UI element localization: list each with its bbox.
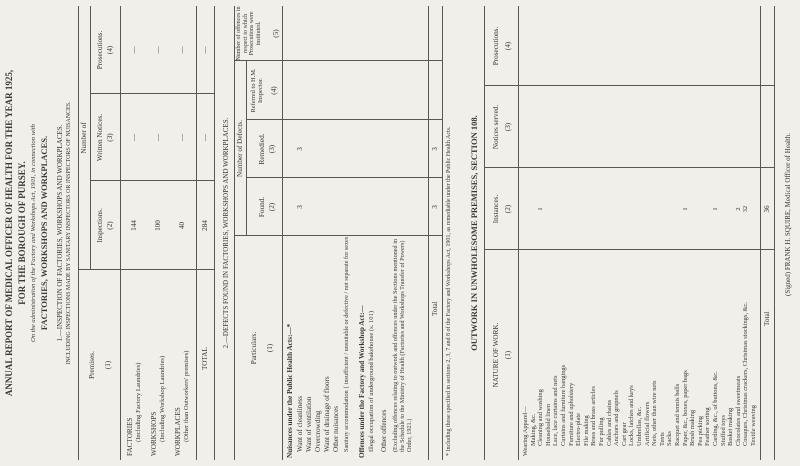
work-label: Cosaques, Christmas crackers, Christmas stockings, &c. xyxy=(742,302,750,446)
work-label: Sacks xyxy=(666,431,674,446)
work-label: Cables and chains xyxy=(605,399,613,446)
col-referred-num: (4) xyxy=(270,86,278,95)
col-number-of: Number of xyxy=(80,122,88,154)
work-label: Fur pulling xyxy=(598,417,605,446)
col-written-notices: Written Notices. xyxy=(96,113,104,162)
work-label: Lace, lace curtains and nets xyxy=(552,375,560,446)
col-number-of-defects: Number of Defects. xyxy=(236,120,244,177)
col-premises-num: (1) xyxy=(104,360,112,370)
col-nature-num: (1) xyxy=(504,350,512,360)
work-label: File making xyxy=(582,415,590,446)
work-label: Tents xyxy=(658,432,666,446)
work-label: Locks, latches and keys xyxy=(628,385,636,446)
report-title-line2: FOR THE BOROUGH OF PURSEY. xyxy=(17,161,27,305)
instances-value: 32 xyxy=(742,205,750,213)
work-label: Household linen xyxy=(544,403,552,446)
work-label: Anchors and grapnels xyxy=(613,390,621,446)
work-label: Nets, other than wire nets xyxy=(651,380,659,446)
work-label: Racquet and tennis balls xyxy=(674,383,681,446)
work-label: Basket making xyxy=(727,407,735,446)
col-written-notices-num: (3) xyxy=(106,133,114,142)
col-remedied-num: (3) xyxy=(268,144,276,154)
work-label: Textile weaving xyxy=(750,405,757,446)
col-inspections-num: (2) xyxy=(106,221,114,230)
instances-value: 1 xyxy=(537,207,545,211)
work-label: Furniture and upholstery xyxy=(567,382,575,446)
work-label: Artificial flowers xyxy=(643,401,651,446)
work-label: Cleaning and washing xyxy=(537,389,545,446)
col-instances: Instances. xyxy=(492,194,500,224)
col-nature-of-work: NATURE OF WORK. xyxy=(492,322,500,388)
work-label: Electro-plate xyxy=(575,413,583,446)
col-notices-served: Notices served. xyxy=(492,104,500,150)
section1-heading: 1.—INSPECTION OF FACTORIES, WORKSHOPS AND WORKPLACES. xyxy=(56,124,64,342)
col-outwork-prosecutions-num: (4) xyxy=(504,41,512,51)
defects-footnote: * Including those specified in sections 2, 3, 7 and 8 of the Factory and Workshops Act, 1901, as remediable under the Public Health Acts. xyxy=(446,126,452,456)
col-prosecutions: Prosecutions. xyxy=(96,30,104,70)
work-label: Feather sorting xyxy=(704,407,712,446)
report-subtitle: On the administration of the Factory and Workshops Act, 1901, in connection with xyxy=(30,124,37,342)
work-label: Carding, &c., of buttons, &c. xyxy=(712,371,719,446)
section2-heading: 2.—DEFECTS FOUND IN FACTORIES, WORKSHOPS AND WORKPLACES. xyxy=(222,117,230,349)
rotated-report: ANNUAL REPORT OF MEDICAL OFFICER OF HEALTH FOR THE YEAR 1925, FOR THE BOROUGH OF PURSEY. On the administration of the Factory and Workshops Act, 1901, in connection with FACTORIES, WORKSHOPS AND WORKPLACES. 1.—INSPECTION OF FACTORIES, WORKSHOPS AND WORKPLACES. INCLUDING INSPECTIONS MADE BY SANITARY INSPECTORS OR INSPECTORS OF NUISANCES. Premises. (1) Number of Inspections. (2) Written Notices. (3) Prosecutions. (4) FACTORIES (Including Factory Laundries) 144 — — WORKSHOPS (Including Workshop Laundries) 100 — — WORKPLACES (Other than Outworkers' premises) 40 — — TOTAL 284 — — 2.—DEFECTS FOUND IN FACTORIES, WORKSHOPS AND WORKPLACES. Particulars. (1) Number of Defects. Found. (2) Remedied. (3) Referred to H.M. Inspector. (4) Number of offences in respect to which Prosecutions were instituted. (5) Nuisances under the Public Health Acts:—* Want of cleanliness 3 3 Want of ventilation Overcrowding Want of drainage of floors Other nuisances Sanitary accommodation { insufficient / unsuitable or defective / not separate for sexes Offences under the Factory and Workshop Act:— Illegal occupation of underground bakehouse (s. 101) Other offences (Excluding offences relating to outwork and offences under the Sections mentioned in the Schedule to the Ministry of Health (Factories and Workshops Transfer of Powers) Order, 1921.) Total 3 3 * Including those specified in sections 2, 3, 7 and 8 of the Factory and Workshops Act, 1901, as remediable under the Public Health Acts. OUTWORK IN UNWHOLESOME PREMISES, SECTION 108. NATURE OF WORK. (1) Instances. (2) Notices served. (3) Prosecutions. (4) Wearing Apparel— Making, &c. Cleaning and washing 1 Household linen Lace, lace curtains and nets Curtains and furniture hangings Furniture and upholstery Electro-plate File making Brass and brass articles Fur pulling Cables and chains Anchors and grapnels Cart gear Locks, latches and keys Umbrellas, &c. Artificial flowers Nets, other than wire nets Tents Sacks Racquet and tennis balls Paper, &c., boxes, paper bags 1 Brush making Pea picking Feather sorting Carding, &c., of buttons, &c. 1 Stuffed toys Basket making Chocolates and sweetmeats 2 Cosaques, Christmas crackers, Christmas stockings, &c. 32 Textile weaving Total 36 (Signed) FRANK H. SQUIRE, Medical Officer of Health. xyxy=(0,0,800,466)
col-instances-num: (2) xyxy=(504,204,512,214)
col-prosecutions-num: (4) xyxy=(106,45,114,55)
work-label: Making, &c. xyxy=(529,413,537,446)
col-inspections: Inspections. xyxy=(96,208,104,243)
col-remedied: Remedied. xyxy=(258,133,266,165)
section1-subheading: INCLUDING INSPECTIONS MADE BY SANITARY INSPECTORS OR INSPECTORS OF NUISANCES. xyxy=(66,101,72,365)
work-label: Curtains and furniture hangings xyxy=(560,364,567,446)
report-subtitle-2: FACTORIES, WORKSHOPS AND WORKPLACES. xyxy=(39,135,49,331)
work-label: Cart gear xyxy=(620,422,628,446)
work-label: Brass and brass articles xyxy=(590,386,598,446)
section3-heading: OUTWORK IN UNWHOLESOME PREMISES, SECTION 108. xyxy=(469,115,479,351)
instances-value: 2 xyxy=(734,207,742,211)
col-notices-num: (3) xyxy=(504,122,512,132)
col-referred: Referred to H.M. Inspector. xyxy=(250,68,265,113)
work-label: Stuffed toys xyxy=(719,415,727,446)
col-found-num: (2) xyxy=(268,202,276,212)
col-offences-num: (5) xyxy=(272,29,280,38)
col-particulars-num: (1) xyxy=(266,343,274,353)
instances-value: 1 xyxy=(681,207,689,211)
work-label: Brush making xyxy=(689,409,697,446)
col-found: Found. xyxy=(258,196,266,218)
work-label: Paper, &c., boxes, paper bags xyxy=(681,370,689,446)
work-label: Chocolates and sweetmeats xyxy=(734,375,742,446)
work-label: Pea picking xyxy=(696,416,704,446)
col-premises: Premises. xyxy=(88,351,96,379)
col-outwork-prosecutions: Prosecutions. xyxy=(492,26,500,66)
instances-value: 1 xyxy=(712,207,719,211)
col-particulars: Particulars. xyxy=(250,331,258,365)
report-title-line1: ANNUAL REPORT OF MEDICAL OFFICER OF HEALTH FOR THE YEAR 1925, xyxy=(4,69,14,397)
signature: (Signed) FRANK H. SQUIRE, Medical Officer of Health. xyxy=(784,132,792,296)
work-label: Wearing Apparel— xyxy=(522,406,529,456)
col-offences: Number of offences in respect to which Prosecutions were instituted. xyxy=(236,6,262,61)
work-label: Umbrellas, &c. xyxy=(636,406,643,446)
